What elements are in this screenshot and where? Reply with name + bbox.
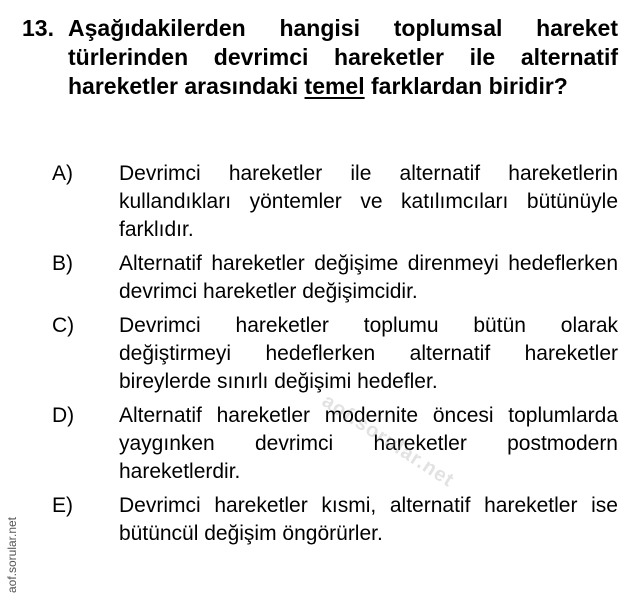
option-b[interactable] bbox=[52, 250, 618, 306]
option-c[interactable] bbox=[52, 312, 618, 396]
option-text: Devrimci hareketler kısmi, alternatif hareketler ise bütüncül değişim öngörürler. bbox=[119, 494, 618, 545]
option-text: Alternatif hareketler değişime direnmeyi hedeflerken devrimci hareketler değişimcidir. bbox=[119, 252, 618, 303]
option-text: Devrimci hareketler toplumu bütün olarak değiştirmeyi hedeflerken alternatif hareketler bireylerde sınırlı değişimi hedefler. bbox=[119, 314, 618, 393]
option-letter: D) bbox=[52, 404, 75, 427]
diagonal-watermark: aof.sorular.net bbox=[318, 390, 459, 492]
option-d[interactable] bbox=[52, 402, 618, 486]
option-letter: E) bbox=[52, 494, 73, 517]
question-stem-part-1: Aşağıdakilerden hangisi toplumsal hareket türlerinden devrimci hareketler ile alternatif hareketler arasındaki bbox=[68, 15, 618, 99]
option-text: Alternatif hareketler modernite öncesi toplumlarda yaygınken devrimci hareketler postmodern hareketlerdir. bbox=[119, 404, 618, 483]
question-stem-part-2: farklardan biridir? bbox=[364, 73, 568, 99]
option-a[interactable] bbox=[52, 160, 618, 244]
answer-options bbox=[52, 160, 618, 554]
question-stem-underlined-word: temel bbox=[304, 73, 365, 99]
option-letter: A) bbox=[52, 162, 73, 185]
option-letter: C) bbox=[52, 314, 75, 337]
option-letter: B) bbox=[52, 252, 73, 275]
option-e[interactable] bbox=[52, 492, 618, 548]
option-text: Devrimci hareketler ile alternatif hareketlerin kullandıkları yöntemler ve katılımcıları bütünüyle farklıdır. bbox=[119, 162, 618, 241]
side-watermark: aof.sorular.net bbox=[5, 516, 19, 594]
question-number: 13. bbox=[22, 15, 54, 41]
question-stem bbox=[68, 14, 618, 101]
